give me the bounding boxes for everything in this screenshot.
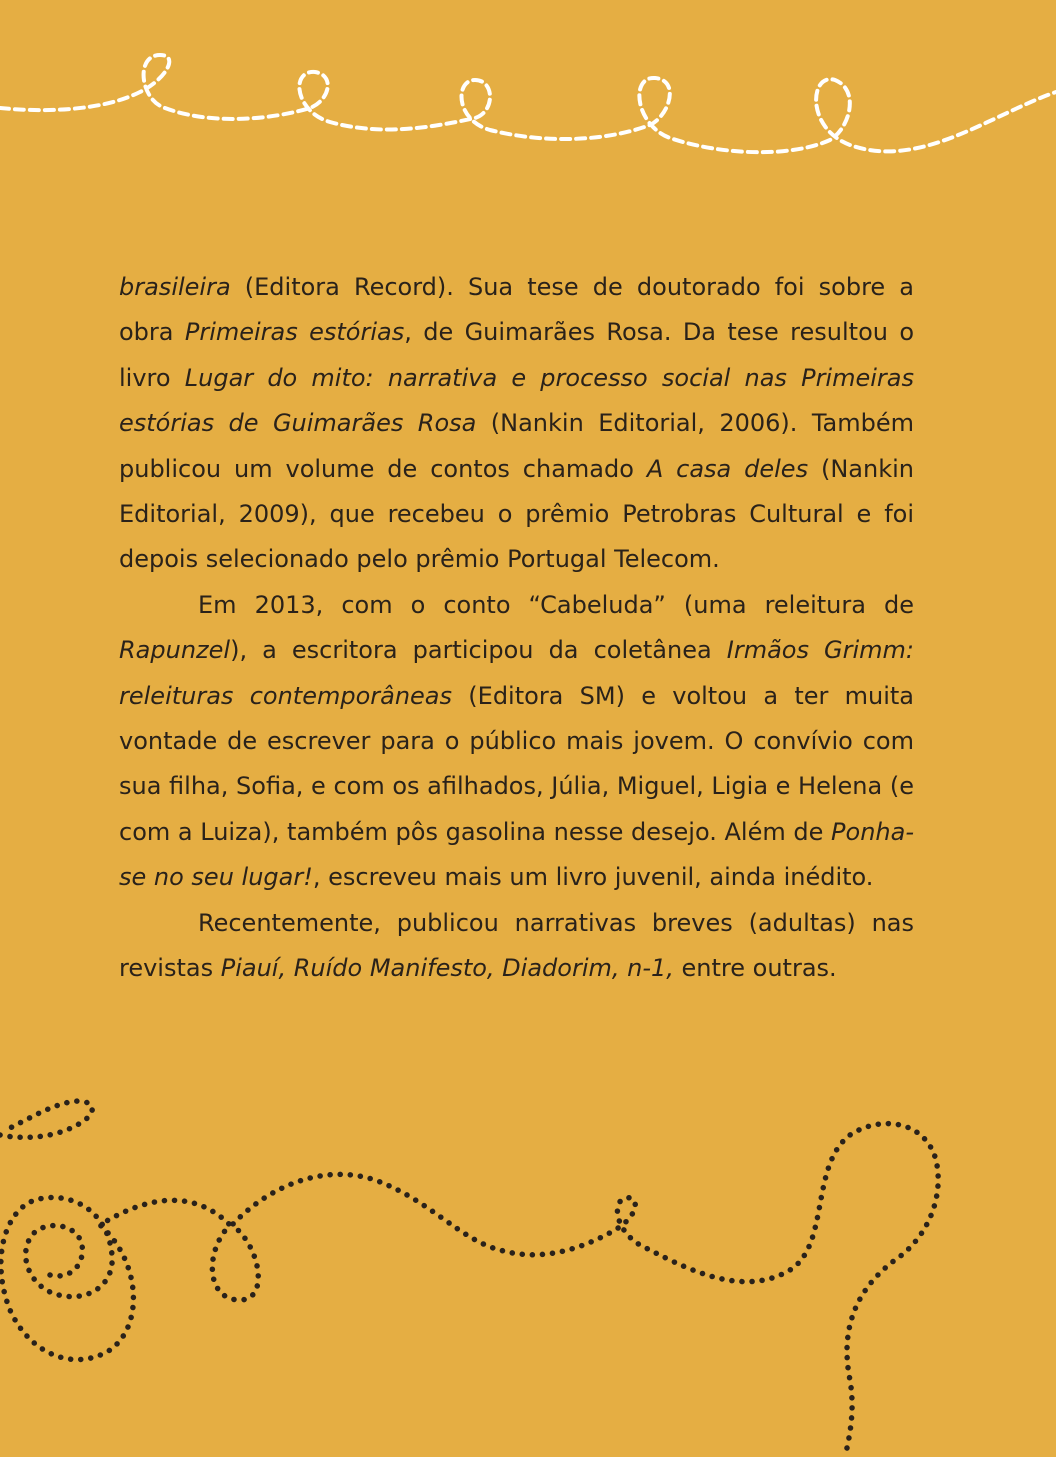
text-run: (Editora SM) e voltou a ter muita vontade de escrever para o público mais jovem. O convívio com sua filha, Sofia, e com os afilhados, Júlia, Miguel, Ligia e Helena (e com a Luiza), também pôs gasolina nesse desejo. Além de — [119, 681, 915, 846]
paragraph-2 — [119, 583, 914, 901]
biography-text — [119, 265, 914, 992]
paragraph-1 — [119, 265, 914, 583]
bottom-dotted-swirl-decoration — [0, 1070, 1056, 1457]
text-run: , de Guimarães Rosa. Da tese resultou o livro — [119, 318, 915, 392]
text-run: (Nankin Editorial, 2006). Também publicou um volume de contos chamado — [119, 409, 914, 483]
text-run: Irmãos Grimm: releituras contemporâneas — [119, 636, 915, 710]
text-run: Primeiras estórias — [184, 318, 405, 347]
text-run: Rapunzel — [119, 636, 231, 665]
text-run: Ponha-se no seu lugar! — [119, 817, 914, 892]
text-run: Recentemente, publicou narrativas breves (adultas) nas revistas — [119, 908, 914, 983]
text-run: Piauí, Ruído Manifesto, Diadorim, n-1, — [220, 954, 674, 983]
text-run: A casa deles — [646, 454, 809, 483]
text-run: Lugar do mito: narrativa e processo social nas Primeiras estórias de Guimarães Rosa — [119, 363, 914, 438]
text-run: , escreveu mais um livro juvenil, ainda inédito. — [312, 863, 874, 892]
top-dashed-loop-decoration — [0, 0, 1056, 200]
text-run: Em 2013, com o conto “Cabeluda” (uma releitura de — [198, 590, 914, 619]
text-run: ), a escritora participou da coletânea — [230, 636, 727, 665]
text-run: (Nankin Editorial, 2009), que recebeu o prêmio Petrobras Cultural e foi depois selecionado pelo prêmio Portugal Telecom. — [119, 454, 915, 574]
text-run: entre outras. — [673, 954, 837, 983]
text-run: (Editora Record). Sua tese de doutorado foi sobre a obra — [119, 273, 914, 347]
paragraph-3 — [119, 901, 914, 992]
text-run: brasileira — [119, 273, 231, 301]
